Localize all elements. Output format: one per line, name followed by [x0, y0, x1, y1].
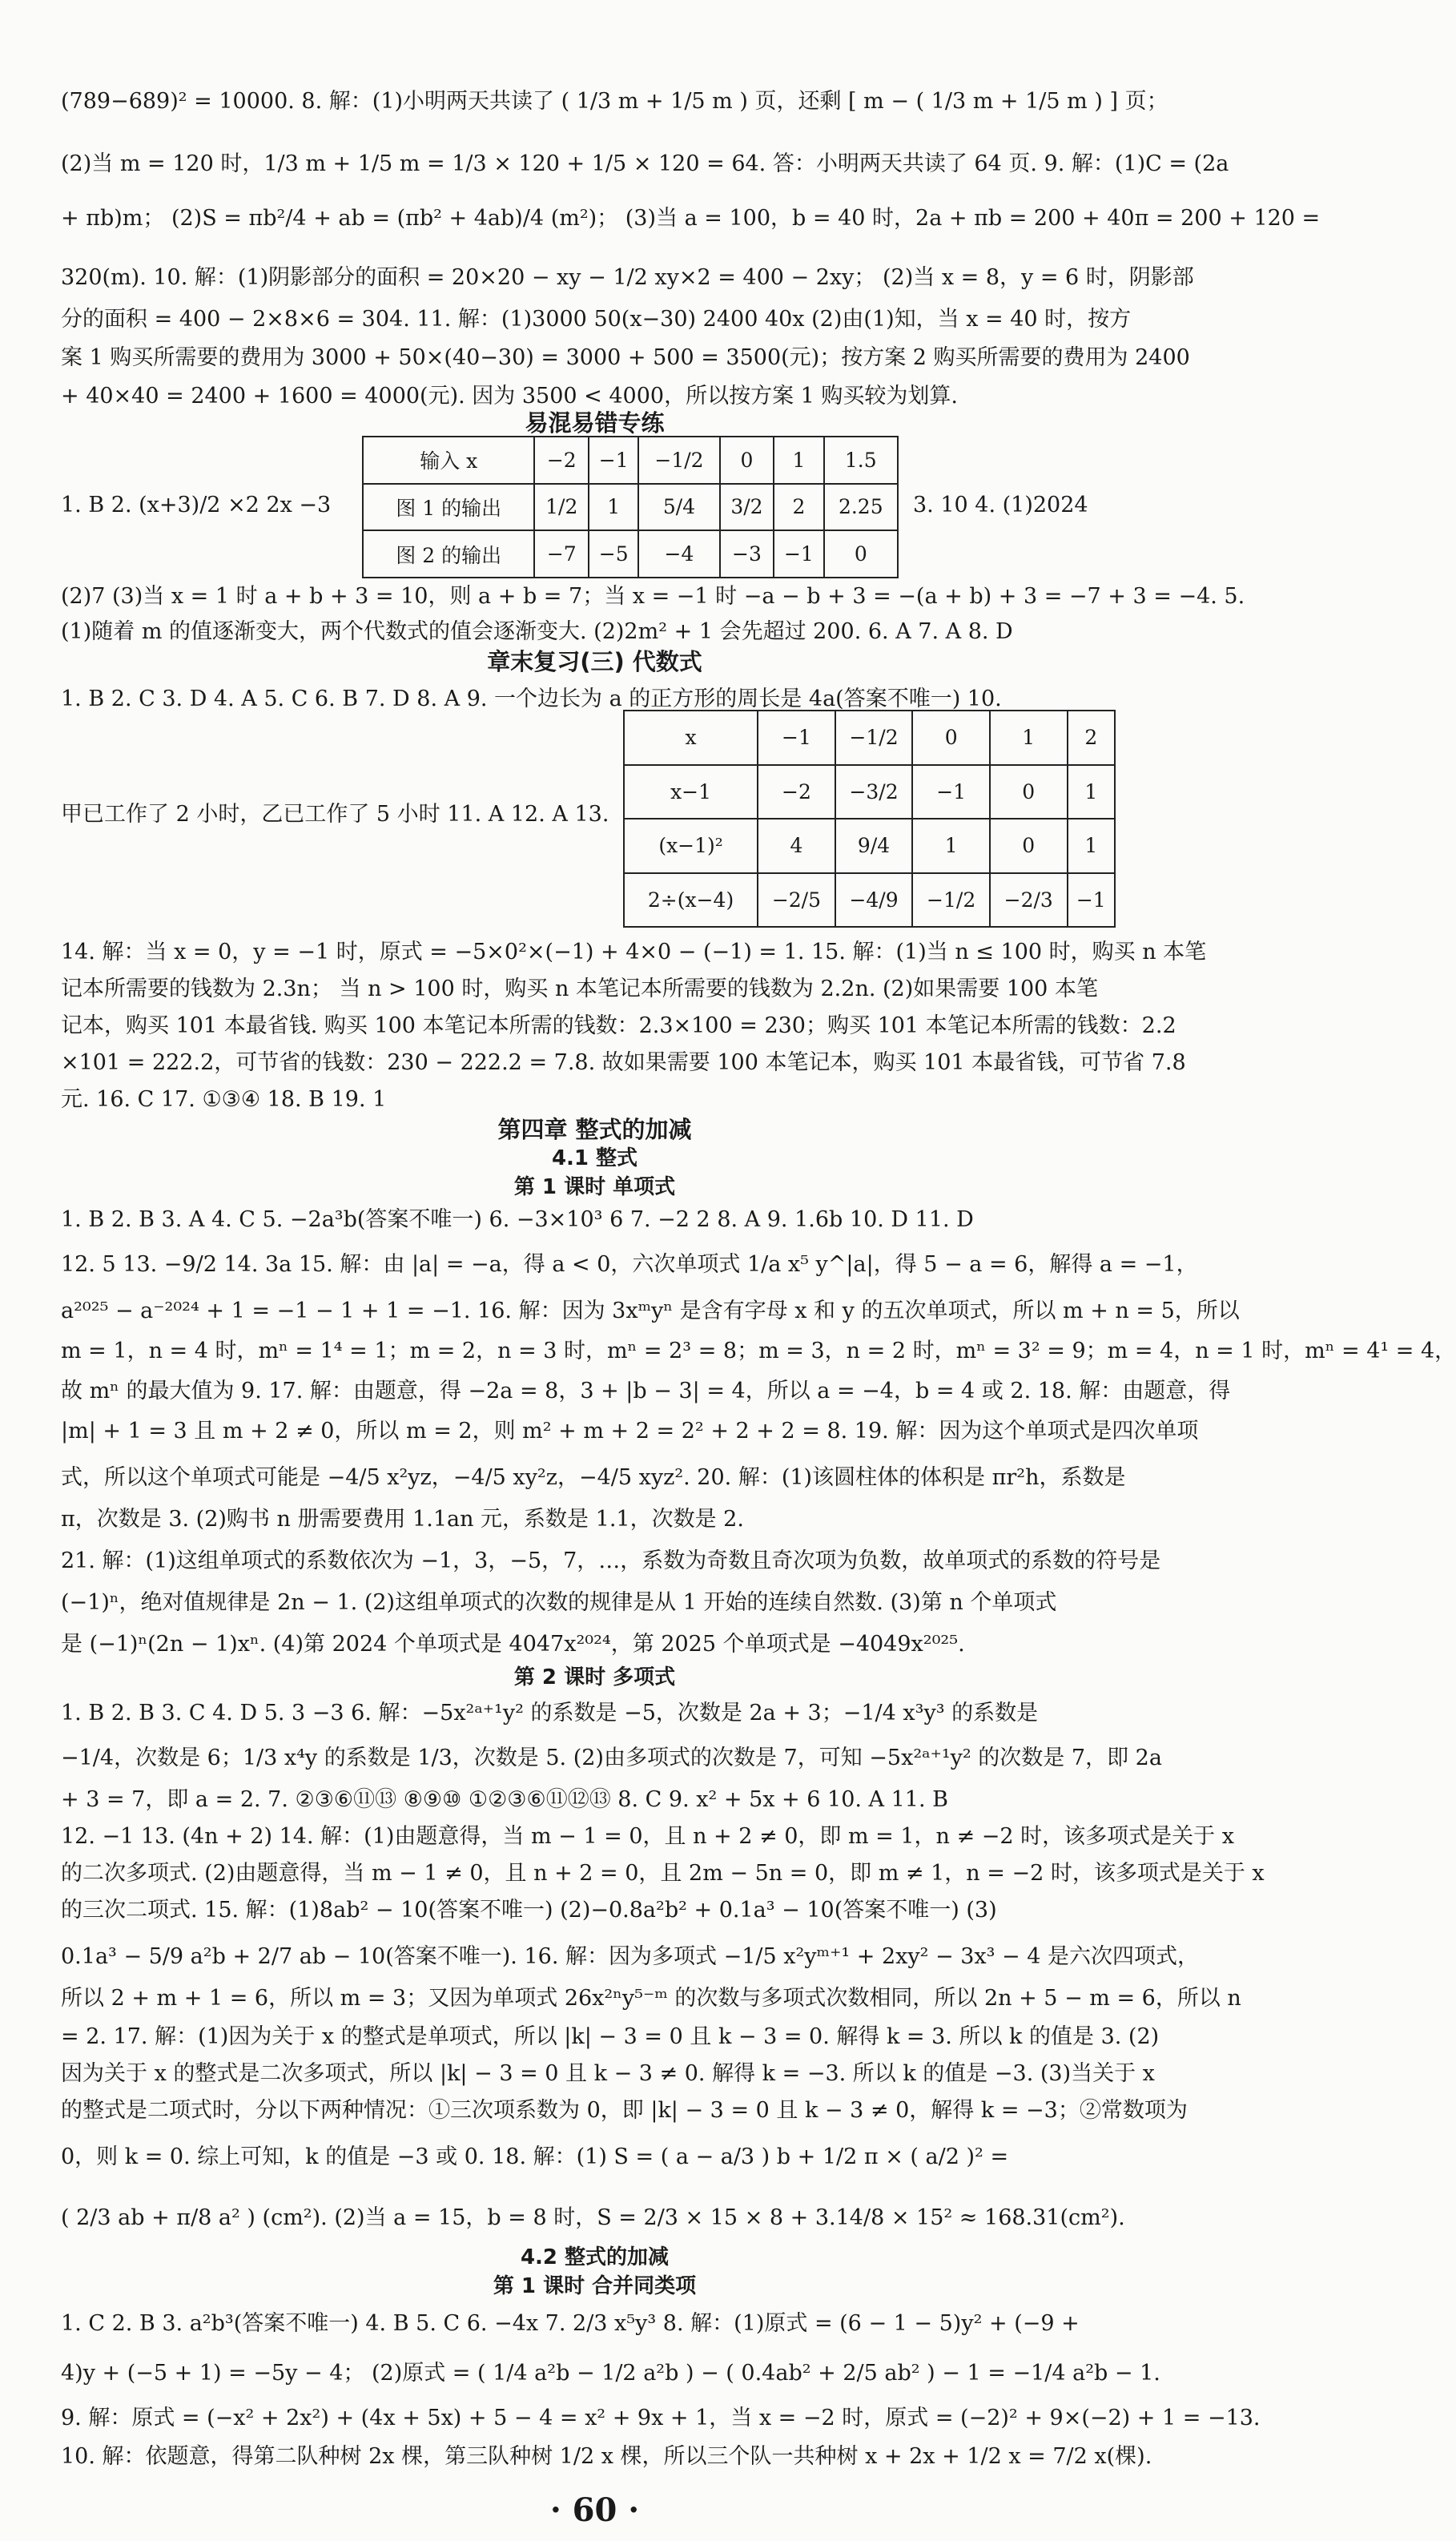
table-cell: 图 1 的输出: [363, 484, 534, 531]
table-cell: 2÷(x−4): [624, 873, 758, 928]
table-cell: 图 2 的输出: [363, 530, 534, 578]
text-line: |m| + 1 = 3 且 m + 2 ≠ 0，所以 m = 2，则 m² + m + 2 = 2² + 2 + 2 = 8. 19. 解：因为这个单项式是四次单项: [61, 1419, 1199, 1444]
lesson-title: 第 1 课时 单项式: [513, 1175, 676, 1199]
table-cell: 0: [990, 765, 1068, 819]
text-line: 1. B 2. B 3. A 4. C 5. −2a³b(答案不唯一) 6. −3×10³ 6 7. −2 2 8. A 9. 1.6b 10. D 11. D: [61, 1207, 974, 1232]
table-cell: −2/3: [990, 873, 1068, 928]
table-cell: 3/2: [720, 484, 774, 531]
table-cell: 9/4: [835, 819, 913, 873]
text-line: 1. C 2. B 3. a²b³(答案不唯一) 4. B 5. C 6. −4x 7. 2/3 x⁵y³ 8. 解：(1)原式 = (6 − 1 − 5)y² + (−9 +: [61, 2311, 1080, 2336]
table-row: [624, 765, 1115, 819]
text-line: 3. 10 4. (1)2024: [913, 493, 1088, 517]
table-row: [363, 530, 898, 578]
text-line: 所以 2 + m + 1 = 6，所以 m = 3；又因为单项式 26x²ⁿy⁵⁻ᵐ 的次数与多项式次数相同，所以 2n + 5 − m = 6，所以 n: [61, 1986, 1241, 2011]
table-cell: 2: [774, 484, 823, 531]
text-line: 0，则 k = 0. 综上可知，k 的值是 −3 或 0. 18. 解：(1) S = ( a − a/3 ) b + 1/2 π × ( a/2 )² =: [61, 2144, 1009, 2169]
table-cell: −2/5: [758, 873, 835, 928]
table-cell: 1: [589, 484, 638, 531]
text-line: (2)当 m = 120 时，1/3 m + 1/5 m = 1/3 × 120 + 1/5 × 120 = 64. 答：小明两天共读了 64 页. 9. 解：(1)C = (2a: [61, 151, 1229, 176]
text-line: 分的面积 = 400 − 2×8×6 = 304. 11. 解：(1)3000 50(x−30) 2400 40x (2)由(1)知，当 x = 40 时，按方: [61, 307, 1132, 332]
text-line: 因为关于 x 的整式是二次多项式，所以 |k| − 3 = 0 且 k − 3 ≠ 0. 解得 k = −3. 所以 k 的值是 −3. (3)当关于 x: [61, 2061, 1155, 2086]
text-line: 1. B 2. (x+3)/2 ×2 2x −3: [61, 493, 332, 517]
chapter-title: 第四章 整式的加减: [497, 1116, 692, 1143]
section-title: 易混易错专练: [525, 409, 665, 437]
table-row: [624, 819, 1115, 873]
table-row: [624, 873, 1115, 928]
text-line: 1. B 2. C 3. D 4. A 5. C 6. B 7. D 8. A 9. 一个边长为 a 的正方形的周长是 4a(答案不唯一) 10.: [61, 687, 1002, 711]
table-cell: −1/2: [912, 873, 990, 928]
text-line: 21. 解：(1)这组单项式的系数依次为 −1，3，−5，7，…，系数为奇数且奇次项为负数，故单项式的系数的符号是: [61, 1548, 1161, 1573]
table-cell: −1: [774, 530, 823, 578]
table-cell: −2: [534, 437, 589, 484]
table-cell: −3: [720, 530, 774, 578]
text-line: 记本所需要的钱数为 2.3n； 当 n > 100 时，购买 n 本笔记本所需要的钱数为 2.2n. (2)如果需要 100 本笔: [61, 977, 1098, 1001]
text-line: 元. 16. C 17. ①③④ 18. B 19. 1: [61, 1087, 387, 1112]
text-line: + 40×40 = 2400 + 1600 = 4000(元). 因为 3500 < 4000，所以按方案 1 购买较为划算.: [61, 384, 958, 409]
table-row: [624, 711, 1115, 765]
table-cell: 0: [912, 711, 990, 765]
table-row: [363, 437, 898, 484]
text-line: ×101 = 222.2，可节省的钱数：230 − 222.2 = 7.8. 故如果需要 100 本笔记本，购买 101 本最省钱，可节省 7.8: [61, 1050, 1186, 1075]
text-line: + 3 = 7，即 a = 2. 7. ②③⑥⑪⑬ ⑧⑨⑩ ①②③⑥⑪⑫⑬ 8. C 9. x² + 5x + 6 10. A 11. B: [61, 1787, 948, 1812]
table-cell: 1/2: [534, 484, 589, 531]
lesson-title: 第 2 课时 多项式: [513, 1665, 676, 1689]
text-line: a²⁰²⁵ − a⁻²⁰²⁴ + 1 = −1 − 1 + 1 = −1. 16. 解：因为 3xᵐyⁿ 是含有字母 x 和 y 的五次单项式，所以 m + n = 5，所以: [61, 1299, 1240, 1323]
table-cell: −5: [589, 530, 638, 578]
lesson-title: 第 1 课时 合并同类项: [493, 2274, 697, 2298]
text-line: 12. −1 13. (4n + 2) 14. 解：(1)由题意得，当 m − 1 = 0，且 n + 2 ≠ 0，即 m = 1，n ≠ −2 时，该多项式是关于 x: [61, 1824, 1234, 1849]
section-title: 章末复习(三) 代数式: [487, 648, 702, 675]
table-cell: (x−1)²: [624, 819, 758, 873]
text-line: 12. 5 13. −9/2 14. 3a 15. 解：由 |a| = −a，得 a < 0，六次单项式 1/a x⁵ y^|a|，得 5 − a = 6，解得 a = −1，: [61, 1252, 1198, 1277]
text-line: 4)y + (−5 + 1) = −5y − 4； (2)原式 = ( 1/4 a²b − 1/2 a²b ) − ( 0.4ab² + 2/5 ab² ) − 1 = −1/4 a²b − 1.: [61, 2361, 1160, 2386]
table-cell: −7: [534, 530, 589, 578]
table-cell: 0: [990, 819, 1068, 873]
table-cell: 5/4: [638, 484, 719, 531]
table-cell: −4: [638, 530, 719, 578]
text-line: 案 1 购买所需要的费用为 3000 + 50×(40−30) = 3000 + 500 = 3500(元)；按方案 2 购买所需要的费用为 2400: [61, 345, 1190, 370]
text-line: 0.1a³ − 5/9 a²b + 2/7 ab − 10(答案不唯一). 16. 解：因为多项式 −1/5 x²yᵐ⁺¹ + 2xy² − 3x³ − 4 是六次四项式，: [61, 1944, 1200, 1969]
table-cell: 1: [990, 711, 1068, 765]
table-cell: 0: [720, 437, 774, 484]
table-cell: −1: [589, 437, 638, 484]
table-cell: −1/2: [638, 437, 719, 484]
text-line: 10. 解：依题意，得第二队种树 2x 棵，第三队种树 1/2 x 棵，所以三个队一共种树 x + 2x + 1/2 x = 7/2 x(棵).: [61, 2444, 1152, 2469]
table-cell: −2: [758, 765, 835, 819]
table-cell: x: [624, 711, 758, 765]
text-line: 故 mⁿ 的最大值为 9. 17. 解：由题意，得 −2a = 8，3 + |b − 3| = 4，所以 a = −4，b = 4 或 2. 18. 解：由题意，得: [61, 1379, 1231, 1403]
text-line: (789−689)² = 10000. 8. 解：(1)小明两天共读了 ( 1/3 m + 1/5 m ) 页，还剩 [ m − ( 1/3 m + 1/5 m ) ] 页；: [61, 89, 1168, 114]
text-line: 9. 解：原式 = (−x² + 2x²) + (4x + 5x) + 5 − 4 = x² + 9x + 1，当 x = −2 时，原式 = (−2)² + 9×(−2) + 1 = −13.: [61, 2406, 1261, 2430]
text-line: −1/4，次数是 6；1/3 x⁴y 的系数是 1/3，次数是 5. (2)由多项式的次数是 7，可知 −5x²ᵃ⁺¹y² 的次数是 7，即 2a: [61, 1746, 1162, 1770]
section-title: 4.1 整式: [551, 1146, 638, 1170]
text-line: 的三次二项式. 15. 解：(1)8ab² − 10(答案不唯一) (2)−0.8a²b² + 0.1a³ − 10(答案不唯一) (3): [61, 1898, 997, 1923]
text-line: 14. 解：当 x = 0，y = −1 时，原式 = −5×0²×(−1) + 4×0 − (−1) = 1. 15. 解：(1)当 n ≤ 100 时，购买 n 本笔: [61, 940, 1207, 964]
table-cell: −1: [758, 711, 835, 765]
table-cell: 0: [824, 530, 898, 578]
text-line: 记本，购买 101 本最省钱. 购买 100 本笔记本所需的钱数：2.3×100 = 230；购买 101 本笔记本所需的钱数：2.2: [61, 1013, 1176, 1038]
text-line: = 2. 17. 解：(1)因为关于 x 的整式是单项式，所以 |k| − 3 = 0 且 k − 3 = 0. 解得 k = 3. 所以 k 的值是 3. (2): [61, 2024, 1160, 2049]
table-cell: 2: [1068, 711, 1115, 765]
text-line: 甲已工作了 2 小时，乙已工作了 5 小时 11. A 12. A 13.: [61, 802, 609, 827]
text-line: ( 2/3 ab + π/8 a² ) (cm²). (2)当 a = 15，b = 8 时，S = 2/3 × 15 × 8 + 3.14/8 × 15² ≈ 168.31(cm²).: [61, 2205, 1125, 2230]
table-cell: x−1: [624, 765, 758, 819]
table-cell: 1.5: [824, 437, 898, 484]
text-line: (2)7 (3)当 x = 1 时 a + b + 3 = 10，则 a + b = 7；当 x = −1 时 −a − b + 3 = −(a + b) + 3 = −7 + 3 = −4. 5.: [61, 584, 1245, 609]
text-line: m = 1，n = 4 时，mⁿ = 1⁴ = 1；m = 2，n = 3 时，mⁿ = 2³ = 8；m = 3，n = 2 时，mⁿ = 3² = 9；m = 4，n = 1 时，mⁿ = 4¹ = 4，: [61, 1339, 1456, 1363]
text-line: + πb)m； (2)S = πb²/4 + ab = (πb² + 4ab)/4 (m²)； (3)当 a = 100，b = 40 时，2a + πb = 200 + 40π = 200 + 120 =: [61, 206, 1321, 231]
text-line: 是 (−1)ⁿ(2n − 1)xⁿ. (4)第 2024 个单项式是 4047x²⁰²⁴，第 2025 个单项式是 −4049x²⁰²⁵.: [61, 1632, 965, 1657]
text-line: 的二次多项式. (2)由题意得，当 m − 1 ≠ 0，且 n + 2 = 0，且 2m − 5n = 0，即 m ≠ 1，n = −2 时，该多项式是关于 x: [61, 1861, 1265, 1886]
text-line: (−1)ⁿ，绝对值规律是 2n − 1. (2)这组单项式的次数的规律是从 1 开始的连续自然数. (3)第 n 个单项式: [61, 1590, 1057, 1615]
text-line: 320(m). 10. 解：(1)阴影部分的面积 = 20×20 − xy − 1/2 xy×2 = 400 − 2xy； (2)当 x = 8，y = 6 时，阴影部: [61, 265, 1194, 290]
table-cell: 2.25: [824, 484, 898, 531]
page-number: · 60 ·: [549, 2491, 640, 2529]
data-table: [623, 710, 1116, 928]
table-row: [363, 484, 898, 531]
text-line: 1. B 2. B 3. C 4. D 5. 3 −3 6. 解：−5x²ᵃ⁺¹y² 的系数是 −5，次数是 2a + 3；−1/4 x³y³ 的系数是: [61, 1701, 1039, 1726]
data-table: [362, 436, 899, 578]
table-cell: −1/2: [835, 711, 913, 765]
text-line: 式，所以这个单项式可能是 −4/5 x²yz，−4/5 xy²z，−4/5 xyz². 20. 解：(1)该圆柱体的体积是 πr²h，系数是: [61, 1465, 1126, 1490]
table-cell: −4/9: [835, 873, 913, 928]
table-cell: 1: [912, 819, 990, 873]
table-cell: −1: [1068, 873, 1115, 928]
table-cell: 1: [1068, 819, 1115, 873]
text-line: π，次数是 3. (2)购书 n 册需要费用 1.1an 元，系数是 1.1，次数是 2.: [61, 1507, 744, 1532]
table-cell: 4: [758, 819, 835, 873]
text-line: (1)随着 m 的值逐渐变大，两个代数式的值会逐渐变大. (2)2m² + 1 会先超过 200. 6. A 7. A 8. D: [61, 619, 1013, 644]
table-cell: −3/2: [835, 765, 913, 819]
section-title: 4.2 整式的加减: [520, 2245, 670, 2269]
table-cell: 1: [1068, 765, 1115, 819]
table-cell: 1: [774, 437, 823, 484]
table-cell: −1: [912, 765, 990, 819]
table-cell: 输入 x: [363, 437, 534, 484]
text-line: 的整式是二项式时，分以下两种情况：①三次项系数为 0，即 |k| − 3 = 0 且 k − 3 ≠ 0，解得 k = −3；②常数项为: [61, 2098, 1188, 2123]
